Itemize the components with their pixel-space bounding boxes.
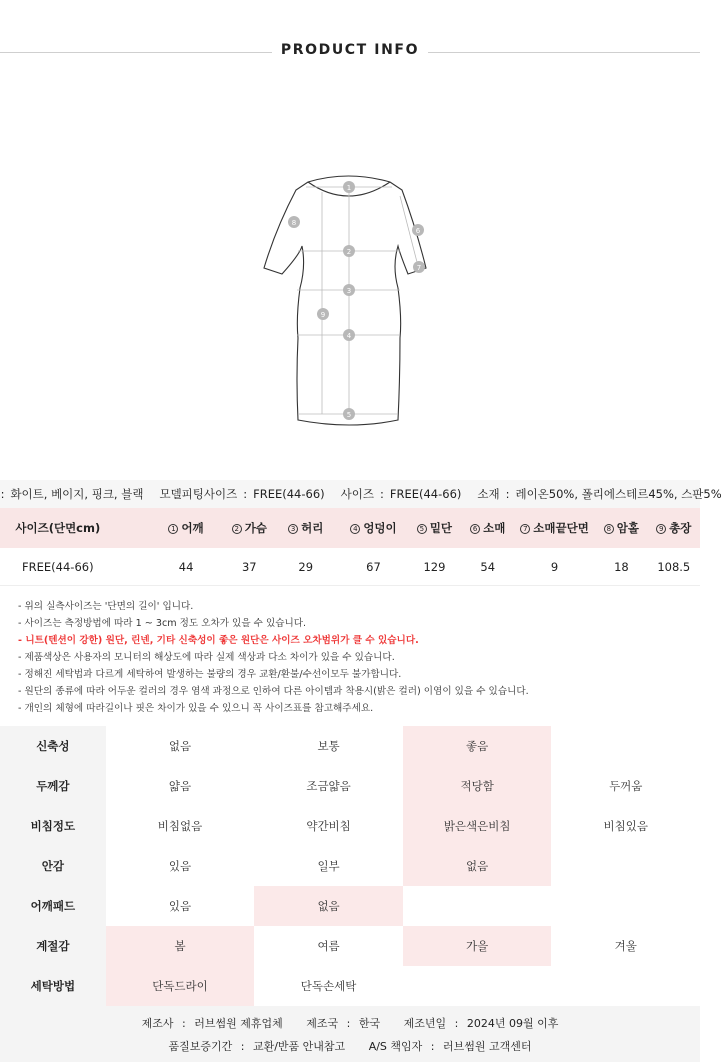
colon: : (0, 487, 5, 501)
country-value: 한국 (358, 1017, 381, 1030)
feature-option: 보통 (317, 739, 340, 753)
svg-text:4: 4 (346, 332, 352, 340)
date-label: 제조년일 (403, 1017, 447, 1030)
size-cell-sleeve: 54 (480, 559, 496, 574)
svg-text:7: 7 (416, 264, 422, 272)
color-value: 화이트, 베이지, 핑크, 블랙 (10, 487, 144, 501)
svg-text:2: 2 (346, 248, 352, 256)
size-cell-cuff: 9 (550, 559, 559, 574)
header-text: 밑단 (429, 521, 453, 535)
feature-option-selected: 없음 (254, 886, 403, 926)
number-1-icon: 1 (168, 524, 178, 534)
notice-item: - 위의 실측사이즈는 '단면의 길이' 입니다. (18, 601, 194, 612)
number-6-icon: 6 (470, 524, 480, 534)
section-header (0, 40, 700, 66)
feature-option-selected: 단독드라이 (106, 966, 255, 1006)
marker-9-icon (317, 308, 329, 320)
feature-option (551, 726, 700, 766)
number-8-icon: 8 (604, 524, 614, 534)
feature-option-selected: 가을 (403, 926, 552, 966)
size-header-7 (514, 520, 595, 536)
number-5-icon: 5 (417, 524, 427, 534)
colon: : (379, 487, 384, 501)
country-label: 제조국 (306, 1017, 339, 1030)
feature-option: 조금얇음 (306, 779, 351, 793)
notice-item-warning: - 니트(텐션이 강한) 원단, 린넨, 기타 신축성이 좋은 원단은 사이즈 오차범위가 클 수 있습니다. (18, 635, 419, 646)
feature-option (551, 886, 700, 926)
feature-option: 얇음 (168, 779, 192, 793)
feature-option: 약간비침 (306, 819, 351, 833)
feature-label: 신축성 (0, 726, 106, 766)
number-9-icon: 9 (656, 524, 666, 534)
feature-row (0, 806, 700, 846)
marker-5-icon (343, 408, 355, 420)
number-2-icon: 2 (232, 524, 242, 534)
header-text: 사이즈(단면cm) (15, 521, 101, 535)
feature-option-selected: 없음 (403, 846, 552, 886)
notice-item: - 사이즈는 측정방법에 따라 1 ~ 3cm 정도 오차가 있을 수 있습니다. (18, 618, 307, 629)
header-text: 암홀 (616, 521, 640, 535)
as-value: 러브썸원 고객센터 (442, 1040, 532, 1053)
header-text: 허리 (301, 521, 324, 535)
header-text: 총장 (669, 521, 692, 535)
feature-row (0, 846, 700, 886)
warranty-label: 품질보증기간 (168, 1040, 233, 1053)
marker-3-icon (343, 284, 355, 296)
feature-option (403, 966, 552, 1006)
feature-label: 계절감 (0, 926, 106, 966)
feature-row (0, 926, 700, 966)
number-3-icon: 3 (288, 524, 298, 534)
header-text: 소매 (483, 521, 506, 535)
feature-option: 단독손세탁 (300, 979, 357, 993)
maker-label: 제조사 (141, 1017, 174, 1030)
feature-option: 비침없음 (157, 819, 203, 833)
feature-option-selected: 봄 (106, 926, 255, 966)
size-cell-size: FREE(44-66) (22, 559, 94, 574)
svg-text:5: 5 (346, 411, 352, 419)
size-cell-shoulder: 44 (178, 559, 194, 574)
header-text: 어깨 (181, 521, 204, 535)
header-text: 소매끝단면 (533, 521, 589, 535)
notice-item: - 원단의 종류에 따라 어두운 컬러의 경우 염색 과정으로 인하여 다른 아이템과 착용시(밝은 컬러) 이염이 있을 수 있습니다. (18, 686, 529, 697)
as-label: A/S 책임자 (368, 1040, 423, 1053)
notice-list (18, 598, 688, 717)
svg-text:9: 9 (320, 311, 326, 319)
notice-item: - 정해진 세탁법과 다르게 세탁하여 발생하는 불량의 경우 교환/환불/수선이모두 불가합니다. (18, 669, 402, 680)
material-value: 레이온50%, 폴리에스테르45%, 스판5% (515, 487, 722, 501)
size-header-8 (595, 520, 647, 536)
size-cell-hem: 129 (423, 559, 446, 574)
colon: : (243, 487, 248, 501)
size-value: FREE(44-66) (389, 487, 462, 501)
footer-info (0, 1006, 700, 1062)
feature-row (0, 766, 700, 806)
header-text: 엉덩이 (363, 521, 397, 535)
divider-right (428, 52, 700, 53)
size-cell-waist: 29 (298, 559, 314, 574)
feature-row (0, 966, 700, 1006)
size-cell-armhole: 18 (614, 559, 629, 574)
size-header-size (0, 520, 116, 536)
feature-label: 두께감 (0, 766, 106, 806)
feature-option (403, 886, 552, 926)
feature-option: 있음 (168, 859, 192, 873)
feature-label: 안감 (0, 846, 106, 886)
marker-8-icon (288, 216, 300, 228)
feature-option: 일부 (317, 859, 340, 873)
feature-option: 비침있음 (603, 819, 648, 833)
page-title: PRODUCT INFO (280, 42, 420, 58)
size-header-9 (648, 520, 700, 536)
size-header-2 (227, 520, 272, 536)
feature-label: 어깨패드 (0, 886, 106, 926)
size-header-6 (462, 520, 514, 536)
size-header-3 (272, 520, 340, 536)
footer-line-2: 품질보증기간 : 교환/반품 안내참고 A/S 책임자 : 러브썸원 고객센터 (168, 1040, 532, 1053)
feature-option: 없음 (168, 739, 192, 753)
feature-option (551, 966, 700, 1006)
material-label: 소재 (477, 487, 500, 501)
notice-item: - 제품색상은 사용자의 모니터의 해상도에 따라 실제 색상과 다소 차이가 있을 수 있습니다. (18, 652, 395, 663)
svg-text:1: 1 (346, 184, 352, 192)
size-table-header (0, 508, 700, 548)
feature-table (0, 726, 700, 1006)
marker-7-icon (413, 261, 425, 273)
header-text: 가슴 (244, 521, 267, 535)
date-value: 2024년 09월 이후 (466, 1017, 559, 1030)
marker-4-icon (343, 329, 355, 341)
svg-text:8: 8 (291, 219, 297, 227)
footer-line-1: 제조사 : 러브썸원 제휴업체 제조국 : 한국 제조년일 : 2024년 09월 이후 (141, 1017, 559, 1030)
feature-option-selected: 적당함 (403, 766, 552, 806)
marker-6-icon (412, 224, 424, 236)
svg-text:6: 6 (415, 227, 421, 235)
feature-row (0, 726, 700, 766)
size-header-5 (407, 520, 461, 536)
notice-item: - 개인의 체형에 따라길이나 핏은 차이가 있을 수 있으니 꼭 사이즈표를 참고해주세요. (18, 703, 374, 714)
feature-option: 두꺼움 (609, 779, 643, 793)
maker-value: 러브썸원 제휴업체 (194, 1017, 283, 1030)
feature-option-selected: 좋음 (403, 726, 552, 766)
diagram-markers (288, 181, 425, 420)
size-cell-length: 108.5 (657, 559, 691, 574)
warranty-value: 교환/반품 안내참고 (252, 1040, 346, 1053)
feature-option (551, 846, 700, 886)
feature-option: 겨울 (614, 939, 637, 953)
feature-label: 비침정도 (0, 806, 106, 846)
model-label: 모델피팅사이즈 (159, 487, 238, 501)
feature-option-selected: 밝은색은비침 (403, 806, 552, 846)
feature-option: 여름 (317, 939, 340, 953)
colon: : (505, 487, 510, 501)
size-cell-chest: 37 (241, 559, 257, 574)
model-value: FREE(44-66) (253, 487, 325, 501)
marker-1-icon (343, 181, 355, 193)
size-table-row (0, 548, 700, 586)
feature-option: 있음 (168, 899, 192, 913)
size-cell-hip: 67 (366, 559, 381, 574)
feature-row (0, 886, 700, 926)
number-4-icon: 4 (350, 524, 360, 534)
size-header-1 (145, 520, 226, 536)
dress-measurement-diagram (250, 168, 450, 433)
number-7-icon: 7 (520, 524, 530, 534)
product-info-line (0, 480, 722, 508)
size-label: 사이즈 (340, 487, 374, 501)
svg-text:3: 3 (346, 287, 352, 295)
size-header-4 (340, 520, 408, 536)
feature-label: 세탁방법 (0, 966, 106, 1006)
marker-2-icon (343, 245, 355, 257)
